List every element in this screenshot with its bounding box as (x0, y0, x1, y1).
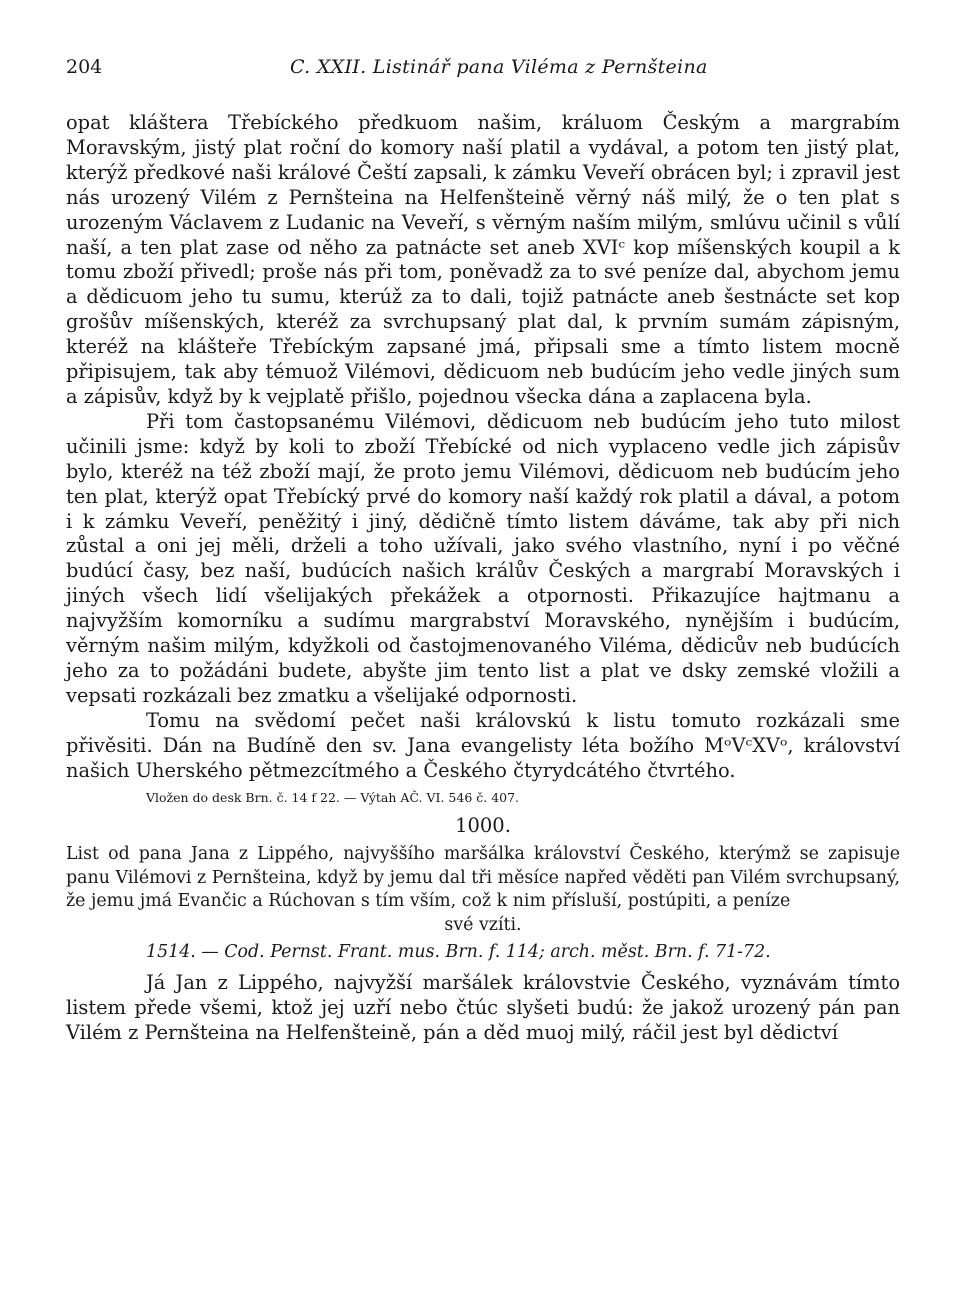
page-body (66, 111, 900, 1046)
paragraph-3: Tomu na svědomí pečet naši královskú k listu tomuto rozkázali sme přivěsiti. Dán na Budíně den sv. Jana evangelisty léta božího MᵒVᶜXVᵒ, království našich Uherského pětmezcítmého a Českého čtyrydcátého čtvrtého. (66, 708, 900, 782)
document-number: 1000. (455, 814, 511, 838)
paragraph-4: Já Jan z Lippého, najvyžší maršálek královstvie Českého, vyznávám tímto listem přede všemi, ktož jej uzří nebo čtúc slyšeti budú: že jakož urozený pán pan Vilém z Pernšteina na Helfenšteině, pán a děd muoj milý, ráčil jest byl dědictví (66, 970, 900, 1044)
regest: List od pana Jana z Lippého, najvyššího maršálka království Českého, kterýmž se zapisuje panu Vilémovi z Pernšteina, když by jemu dal tři měsíce napřed věděti pan Vilém svrchupsaný, že jemu jmá Evančic a Rúchovan s tím vším, což k nim přísluší, postúpiti, a peníze (66, 844, 900, 912)
running-head: C. XXII. Listinář pana Viléma z Pernšteina (290, 56, 708, 78)
regest-end: své vzíti. (444, 914, 522, 935)
paragraph-1: opat kláštera Třebíckého předkuom našim, králuom Českým a margrabím Moravským, jistý plat roční do komory naší platil a vydával, a potom ten jistý plat, kterýž předkové naši králové Čeští zapsali, k zámku Veveří obrácen byl; i zpravil jest nás urozený Vilém z Pernšteina na Helfenšteině věrný náš milý, že o ten plat s urozeným Václavem z Ludanic na Veveří, s věrným naším milým, smlúvu učinil s vůlí naší, a ten plat zase od něho za patnácte set aneb XVIᶜ kop míšenských koupil a k tomu zboží přivedl; proše nás při tom, poněvadž za to své peníze dal, abychom jemu a dědicuom jeho tu sumu, kterúž za to dali, tojiž patnácte aneb šestnácte set kop grošův míšenských, kteréž za svrchupsaný plat dal, k prvním sumám zápisným, kteréž na klášteře Třebíckým zapsané jmá, připsali sme a tímto listem mocně připisujem, tak aby témuož Vilémovi, dědicuom neb budúcím jeho vedle jiných sum a zápisův, když by k vejplatě přišlo, pojednou všecka dána a zaplacena byla. (66, 111, 900, 408)
page-header (66, 56, 900, 88)
source-citation: 1514. — Cod. Pernst. Frant. mus. Brn. f. 114; arch. měst. Brn. f. 71-72. (146, 941, 771, 962)
paragraph-2: Při tom častopsanému Vilémovi, dědicuom neb budúcím jeho tuto milost učinili jsme: když by koli to zboží Třebícké od nich vyplaceno vedle jich zápisův bylo, kteréž na též zboží mají, že proto jemu Vilémovi, dědicuom neb budúcím jeho ten plat, kterýž opat Třebícký prvé do komory naší každý rok platil a dával, a potom i k zámku Veveří, peněžitý i jiný, dědičně tímto listem dáváme, tak aby při nich zůstal a oni jej měli, drželi a toho užívali, jako svého vlastního, nyní i po věčné budúcí časy, bez naší, budúcích našich králův Českých a margrabí Moravských i jiných všech lidí všelijakých překážek a otpornosti. Přikazujíce hajtmanu a najvyžším komorníku a sudímu margrabství Moravského, nynějším i budúcím, věrným našim milým, kdyžkoli od častojmenovaného Viléma, dědicův neb budúcích jeho za to požádáni budete, abyšte jim tento list a plat ve dsky zemské vložili a vepsati rozkázali bez zmatku a všelijaké odpornosti. (66, 409, 900, 707)
archival-note: Vložen do desk Brn. č. 14 f 22. — Výtah AČ. VI. 546 č. 407. (146, 790, 520, 806)
page-number: 204 (66, 56, 103, 78)
